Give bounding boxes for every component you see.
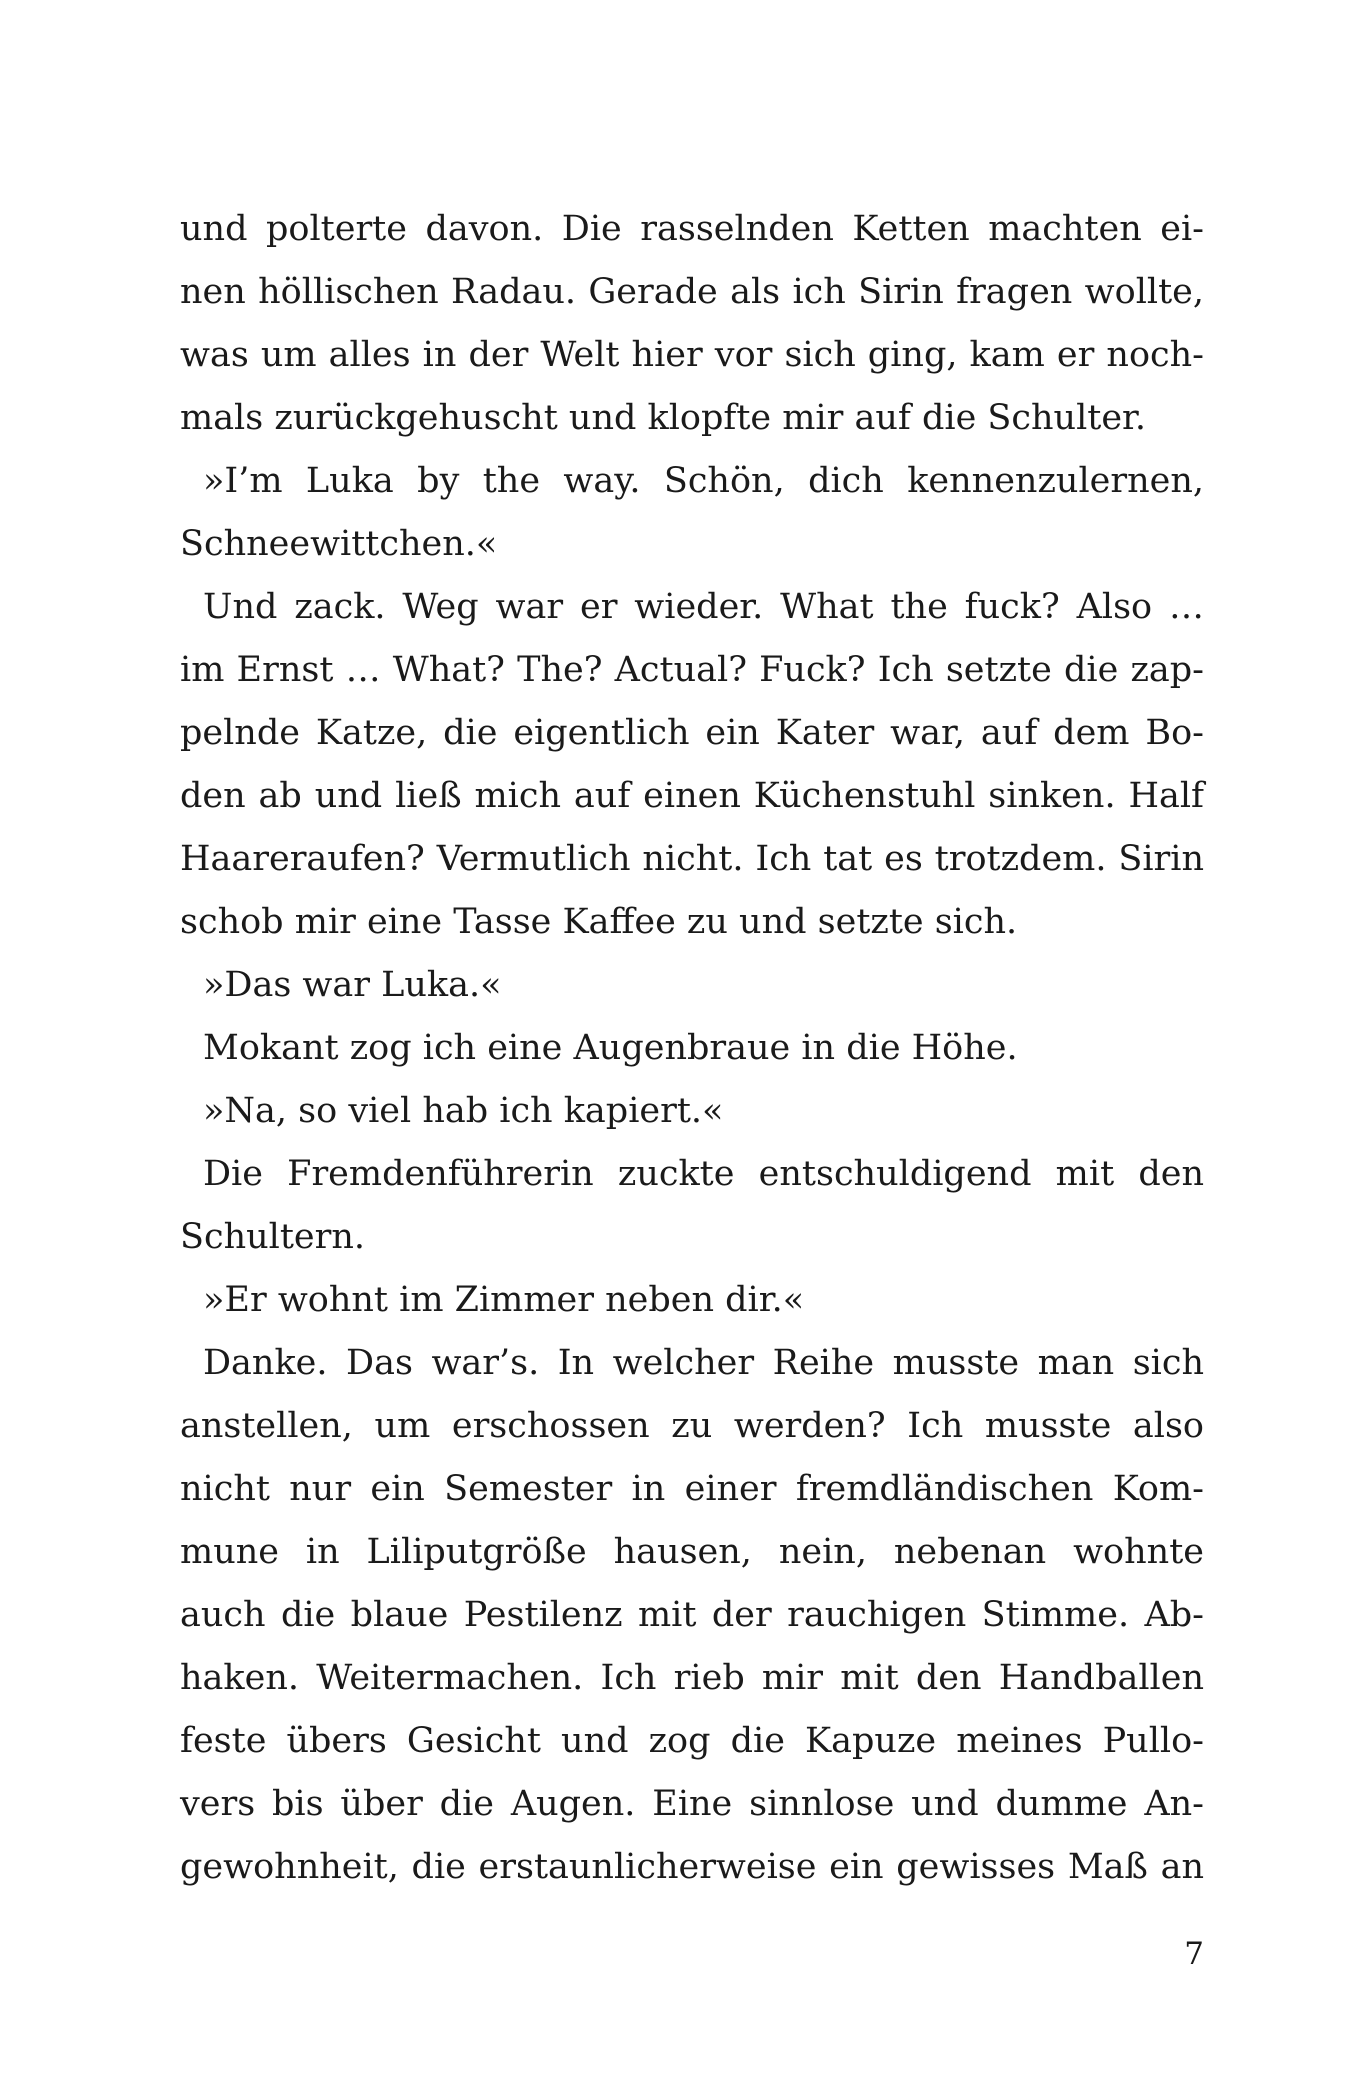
text-line: Haareraufen? Vermutlich nicht. Ich tat es trotzdem. Sirin	[180, 839, 1204, 879]
page-number: 7	[1184, 1936, 1204, 1972]
text-line: und polterte davon. Die rasselnden Ketten machten ei-	[180, 209, 1204, 249]
text-line: »Das war Luka.«	[203, 965, 502, 1005]
text-line: vers bis über die Augen. Eine sinnlose und dumme An-	[180, 1784, 1204, 1824]
text-line: pelnde Katze, die eigentlich ein Kater war, auf dem Bo-	[180, 713, 1204, 753]
text-line: im Ernst … What? The? Actual? Fuck? Ich setzte die zap-	[180, 650, 1204, 690]
text-line: was um alles in der Welt hier vor sich ging, kam er noch-	[180, 335, 1204, 375]
text-line: feste übers Gesicht und zog die Kapuze meines Pullo-	[180, 1721, 1204, 1761]
text-line: nen höllischen Radau. Gerade als ich Sirin fragen wollte,	[180, 272, 1204, 312]
text-line: schob mir eine Tasse Kaffee zu und setzte sich.	[180, 902, 1018, 942]
text-line: Danke. Das war’s. In welcher Reihe musste man sich	[203, 1343, 1204, 1383]
text-line: Schneewittchen.«	[180, 524, 498, 564]
text-line: gewohnheit, die erstaunlicherweise ein gewisses Maß an	[180, 1847, 1204, 1887]
text-line: auch die blaue Pestilenz mit der rauchigen Stimme. Ab-	[180, 1595, 1204, 1635]
text-line: »Na, so viel hab ich kapiert.«	[203, 1091, 724, 1131]
text-line: mune in Liliputgröße hausen, nein, nebenan wohnte	[180, 1532, 1204, 1572]
text-line: »I’m Luka by the way. Schön, dich kennenzulernen,	[203, 461, 1204, 501]
text-line: haken. Weitermachen. Ich rieb mir mit den Handballen	[180, 1658, 1204, 1698]
body-text	[180, 198, 1204, 1899]
text-line: Schultern.	[180, 1217, 366, 1257]
text-line: anstellen, um erschossen zu werden? Ich musste also	[180, 1406, 1204, 1446]
text-line: nicht nur ein Semester in einer fremdländischen Kom-	[180, 1469, 1204, 1509]
text-line: mals zurückgehuscht und klopfte mir auf die Schulter.	[180, 398, 1147, 438]
text-line: den ab und ließ mich auf einen Küchenstuhl sinken. Half	[180, 776, 1204, 816]
text-line: »Er wohnt im Zimmer neben dir.«	[203, 1280, 805, 1320]
text-line: Mokant zog ich eine Augenbraue in die Höhe.	[203, 1028, 1018, 1068]
text-line: Und zack. Weg war er wieder. What the fuck? Also …	[203, 587, 1204, 627]
text-line: Die Fremdenführerin zuckte entschuldigend mit den	[203, 1154, 1204, 1194]
